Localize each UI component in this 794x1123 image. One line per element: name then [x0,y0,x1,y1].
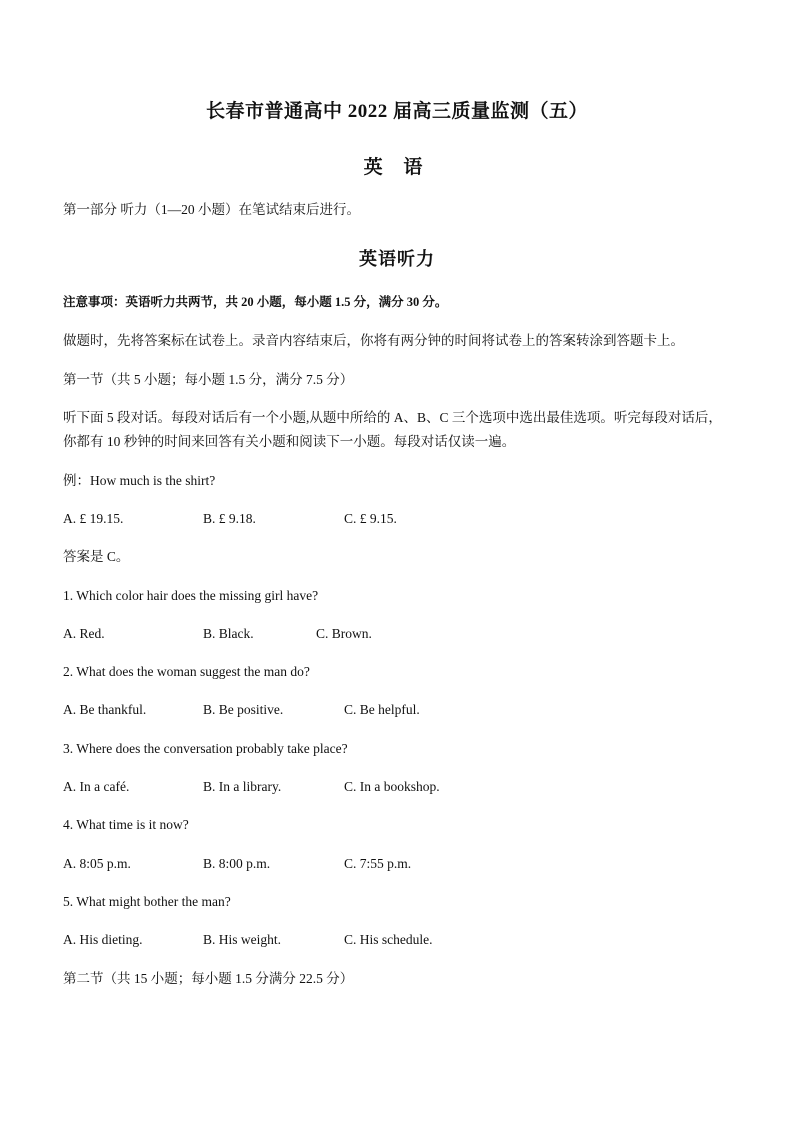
question-3-option-c: C. In a bookshop. [344,779,440,794]
example-option-a: A. £ 19.15. [63,511,124,526]
example-option-b: B. £ 9.18. [203,511,256,526]
section-two-heading: 第二节（共 15 小题；每小题 1.5 分满分 22.5 分） [63,971,354,986]
question-1-option-b: B. Black. [203,626,254,641]
question-2-stem: 2. What does the woman suggest the man do? [63,664,310,679]
example-question: 例：How much is the shirt? [63,473,216,488]
question-2-option-c: C. Be helpful. [344,702,420,717]
question-2-option-a: A. Be thankful. [63,702,147,717]
question-5-stem: 5. What might bother the man? [63,894,231,909]
example-option-c: C. £ 9.15. [344,511,397,526]
question-5-option-a: A. His dieting. [63,932,143,947]
question-3-option-a: A. In a café. [63,779,130,794]
question-1-option-a: A. Red. [63,626,105,641]
question-1-stem: 1. Which color hair does the missing girl have? [63,588,319,603]
part-one-note: 第一部分 听力（1—20 小题）在笔试结束后进行。 [63,202,360,217]
question-4-option-a: A. 8:05 p.m. [63,856,131,871]
question-1-option-c: C. Brown. [316,626,372,641]
section-one-directions-line2: 你都有 10 秒钟的时间来回答有关小题和阅读下一小题。每段对话仅读一遍。 [63,434,516,449]
example-answer: 答案是 C。 [63,549,130,564]
question-4-option-b: B. 8:00 p.m. [203,856,271,871]
exam-title: 长春市普通高中 2022 届高三质量监测（五） [205,101,588,122]
subject-heading: 英 语 [363,157,431,178]
question-2-option-b: B. Be positive. [203,702,284,717]
section-one-directions-line1: 听下面 5 段对话。每段对话后有一个小题,从题中所给的 A、B、C 三个选项中选出最佳选项。听完每段对话后， [63,410,722,425]
section-one-heading: 第一节（共 5 小题；每小题 1.5 分，满分 7.5 分） [63,372,354,387]
question-3-stem: 3. Where does the conversation probably take place? [63,741,348,756]
question-5-option-c: C. His schedule. [344,932,433,947]
question-4-option-c: C. 7:55 p.m. [344,856,412,871]
question-3-option-b: B. In a library. [203,779,282,794]
listening-section-title: 英语听力 [359,249,435,269]
question-5-option-b: B. His weight. [203,932,282,947]
instruction-text: 做题时，先将答案标在试卷上。录音内容结束后，你将有两分钟的时间将试卷上的答案转涂到答题卡上。 [63,333,684,348]
notice-text: 注意事项：英语听力共两节，共 20 小题，每小题 1.5 分，满分 30 分。 [63,295,448,309]
question-4-stem: 4. What time is it now? [63,817,189,832]
